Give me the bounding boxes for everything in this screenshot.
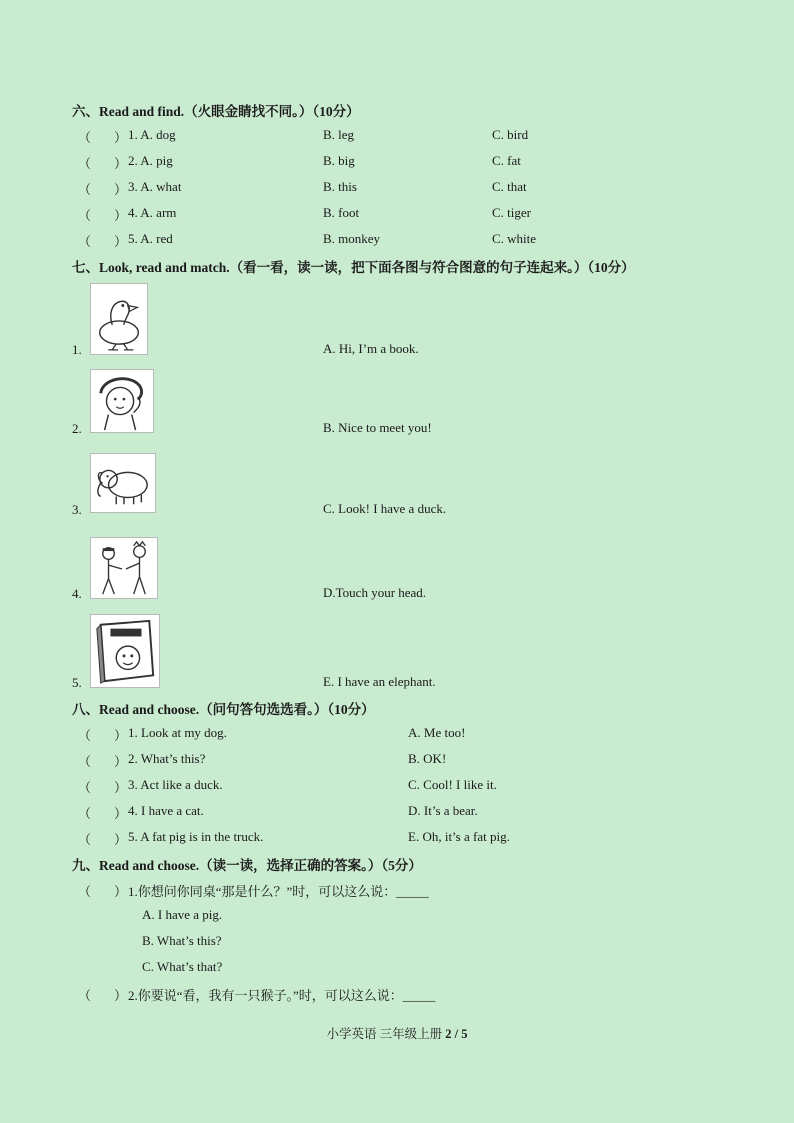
answer-paren-open: （ <box>78 156 92 171</box>
answer-paren-close: ） <box>114 780 128 795</box>
elephant-drawing <box>91 454 155 512</box>
question: 5. A fat pig is in the truck. <box>128 829 264 844</box>
answer-paren-close: ） <box>114 832 128 847</box>
option-b: B. foot <box>323 205 360 220</box>
answer-paren-close: ） <box>114 208 128 223</box>
match-sentence: E. I have an elephant. <box>323 674 436 689</box>
option-c: C. fat <box>492 153 521 168</box>
answer-paren-open: （ <box>78 780 92 795</box>
answer-paren-open: （ <box>78 754 92 769</box>
question: 2. What’s this? <box>128 751 206 766</box>
section-7-title: 七、Look, read and match.（看一看，读一读，把下面各图与符合图意的句子连起来。）（10分） <box>72 260 635 275</box>
match-item-number: 3. <box>72 502 82 517</box>
answer-paren-open: （ <box>78 806 92 821</box>
question: 4. I have a cat. <box>128 803 204 818</box>
match-item-number: 5. <box>72 675 82 690</box>
answer-paren-open: （ <box>78 208 92 223</box>
option-a: A. I have a pig. <box>142 907 223 922</box>
option-a: 3. A. what <box>128 179 182 194</box>
question: 3. Act like a duck. <box>128 777 223 792</box>
question-2-text: 2.你要说“看，我有一只猴子。”时，可以这么说：_____ <box>128 988 436 1003</box>
match-sentence: D.Touch your head. <box>323 585 427 600</box>
option-c: C. tiger <box>492 205 531 220</box>
answer-paren-open: （ <box>78 130 92 145</box>
head-picture <box>90 369 154 433</box>
duck-drawing <box>91 284 147 354</box>
section-9-title: 九、Read and choose.（读一读，选择正确的答案。）（5分） <box>72 858 422 873</box>
option-c: C. white <box>492 231 537 246</box>
answer-option: A. Me too! <box>408 725 466 740</box>
option-c: C. What’s that? <box>142 959 223 974</box>
answer-paren-close: ） <box>114 988 128 1003</box>
answer-option: D. It’s a bear. <box>408 803 478 818</box>
touch-head-drawing <box>91 370 153 432</box>
option-a: 4. A. arm <box>128 205 177 220</box>
answer-option: B. OK! <box>408 751 447 766</box>
option-b: B. leg <box>323 127 355 142</box>
answer-paren-close: ） <box>114 234 128 249</box>
answer-paren-open: （ <box>78 832 92 847</box>
match-sentence: A. Hi, I’m a book. <box>323 341 419 356</box>
match-item-number: 4. <box>72 586 82 601</box>
answer-paren-open: （ <box>78 884 92 899</box>
section-6-title: 六、Read and find.（火眼金睛找不同。）（10分） <box>72 104 360 119</box>
question: 1. Look at my dog. <box>128 725 227 740</box>
answer-paren-close: ） <box>114 156 128 171</box>
book-picture <box>90 614 160 688</box>
answer-paren-open: （ <box>78 988 92 1003</box>
page-footer <box>0 1024 794 1042</box>
answer-option: C. Cool! I like it. <box>408 777 497 792</box>
option-c: C. bird <box>492 127 529 142</box>
answer-paren-close: ） <box>114 130 128 145</box>
answer-paren-close: ） <box>114 182 128 197</box>
option-b: B. monkey <box>323 231 381 246</box>
answer-paren-close: ） <box>114 806 128 821</box>
question-1-text: 1.你想问你同桌“那是什么？”时，可以这么说：_____ <box>128 884 429 899</box>
answer-paren-close: ） <box>114 884 128 899</box>
section-8-title: 八、Read and choose.（问句答句选选看。）（10分） <box>72 702 375 717</box>
answer-paren-close: ） <box>114 728 128 743</box>
greeting-drawing <box>91 538 157 598</box>
option-a: 1. A. dog <box>128 127 176 142</box>
match-item-number: 1. <box>72 342 82 357</box>
answer-paren-close: ） <box>114 754 128 769</box>
option-b: B. big <box>323 153 355 168</box>
match-item-number: 2. <box>72 421 82 436</box>
option-b: B. this <box>323 179 357 194</box>
footer-subject: 小学英语 三年级上册 <box>326 1027 446 1041</box>
greeting-picture <box>90 537 158 599</box>
book-drawing <box>91 615 159 687</box>
elephant-picture <box>90 453 156 513</box>
option-c: C. that <box>492 179 527 194</box>
option-b: B. What’s this? <box>142 933 222 948</box>
option-a: 5. A. red <box>128 231 173 246</box>
answer-paren-open: （ <box>78 728 92 743</box>
option-a: 2. A. pig <box>128 153 173 168</box>
match-sentence: C. Look! I have a duck. <box>323 501 447 516</box>
answer-paren-open: （ <box>78 234 92 249</box>
answer-option: E. Oh, it’s a fat pig. <box>408 829 510 844</box>
page-number: 2 / 5 <box>445 1027 468 1041</box>
answer-paren-open: （ <box>78 182 92 197</box>
duck-picture <box>90 283 148 355</box>
match-sentence: B. Nice to meet you! <box>323 420 432 435</box>
